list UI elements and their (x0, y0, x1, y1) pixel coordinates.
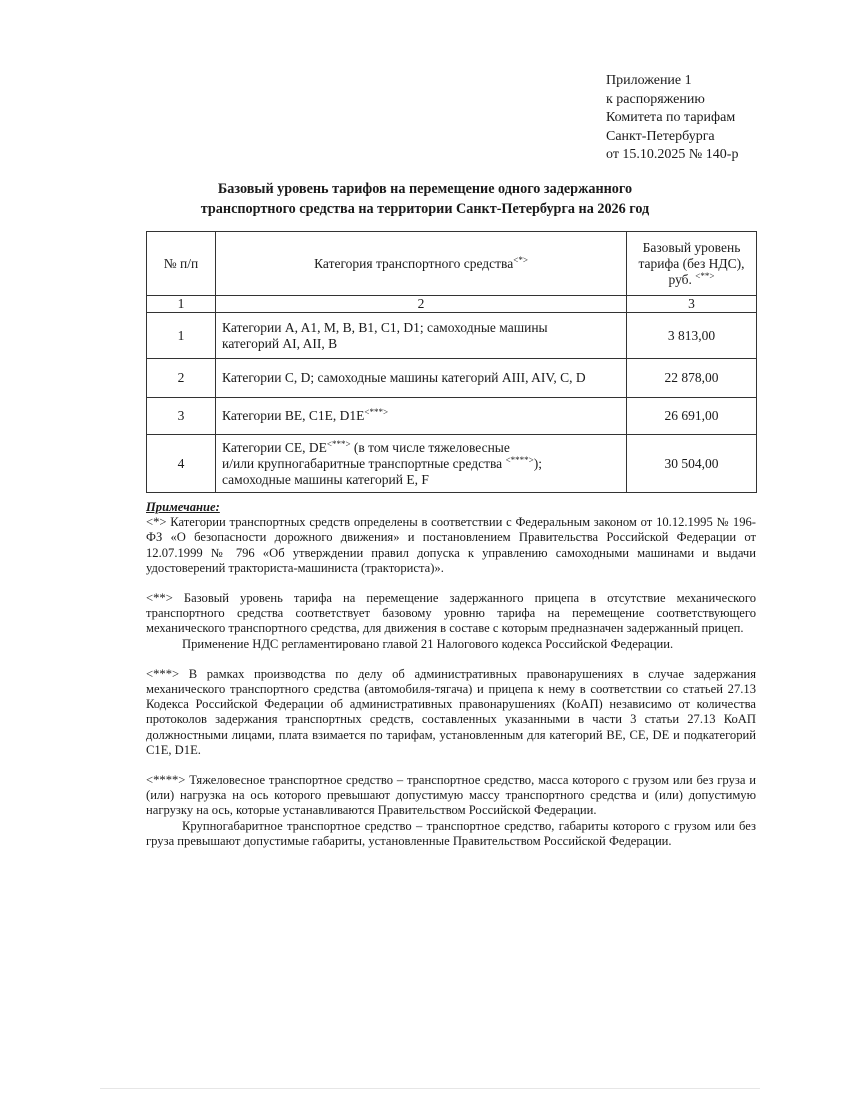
scan-edge-line (100, 1088, 760, 1089)
row-price: 26 691,00 (627, 398, 757, 435)
note-paragraph: <****> Тяжеловесное транспортное средство – транспортное средство, масса которого с грузом или без груза и (или) нагрузка на ось которого превышают допустимую массу транспортного средства и (или) допустимую нагрузку на ось, которые устанавливаются Правительством Российской Федерации. (146, 773, 756, 818)
row-category (216, 313, 627, 359)
tariff-table (146, 231, 757, 493)
document-title (140, 179, 710, 219)
row-num: 1 (147, 313, 216, 359)
row-category (216, 398, 627, 435)
row-category (216, 435, 627, 493)
header-category-text: Категория транспортного средства (314, 255, 514, 271)
header-price-footnote: <**> (695, 270, 715, 281)
index-cell: 3 (627, 296, 757, 313)
appendix-line: Комитета по тарифам (606, 110, 736, 125)
appendix-line: к распоряжению (606, 91, 705, 107)
notes-section (146, 500, 756, 849)
category-footnote: <***> (326, 438, 351, 449)
header-price (627, 232, 757, 296)
header-price-line: Базовый уровень (642, 239, 741, 255)
note-paragraph: Применение НДС регламентировано главой 21 Налогового кодекса Российской Федерации. (182, 636, 674, 651)
table-row (147, 398, 757, 435)
header-price-unit: руб. (668, 271, 692, 287)
index-cell: 2 (216, 296, 627, 313)
category-line (222, 456, 620, 472)
header-price-line: тарифа (без НДС), (638, 255, 745, 271)
row-price: 30 504,00 (627, 435, 757, 493)
header-price-line (633, 272, 750, 288)
header-num: № п/п (147, 232, 216, 296)
appendix-header (606, 72, 738, 165)
table-row (147, 313, 757, 359)
category-text: (в том числе тяжеловесные (350, 439, 510, 455)
appendix-line: Санкт-Петербурга (606, 128, 715, 144)
table-row (147, 359, 757, 398)
appendix-line: от 15.10.2025 № 140-р (606, 147, 739, 162)
row-price: 3 813,00 (627, 313, 757, 359)
note-paragraph: <*> Категории транспортных средств определены в соответствии с Федеральным законом от 10.12.1995 № 196-ФЗ «О безопасности дорожного движения» и постановлением Правительства Российской Федерации от 12.07.1999 № 796 «Об утверждении правил допуска к управлению самоходными машинами и выдачи удостоверений тракториста-машиниста (тракториста)». (146, 515, 756, 575)
table-header-row (147, 232, 757, 296)
note-paragraph: <**> Базовый уровень тарифа на перемещение задержанного прицепа в отсутствие механического транспортного средства соответствует базовому уровню тарифа на перемещение соответствующего механического транспортного средства, для движения в составе с которым предназначен задержанный прицеп. (146, 591, 756, 636)
header-category (216, 232, 627, 296)
title-line-1: Базовый уровень тарифов на перемещение одного задержанного (217, 181, 633, 197)
table-row (147, 435, 757, 493)
row-num: 2 (147, 359, 216, 398)
row-price: 22 878,00 (627, 359, 757, 398)
category-line: Категории A, A1, M, B, B1, C1, D1; самоходные машины (222, 319, 548, 335)
title-line-2: транспортного средства на территории Санкт-Петербурга на 2026 год (200, 201, 650, 217)
index-cell: 1 (147, 296, 216, 313)
category-footnote: <***> (364, 407, 389, 417)
notes-heading: Примечание: (146, 500, 220, 514)
note-paragraph: Крупногабаритное транспортное средство – транспортное средство, габариты которого с грузом или без груза превышают допустимые габариты, установленные Правительством Российской Федерации. (146, 818, 756, 848)
category-text: и/или крупногабаритные транспортные средства (222, 455, 506, 471)
note-paragraph: <***> В рамках производства по делу об административных правонарушениях в случае задержания механического транспортного средства (автомобиля-тягача) и прицепа к нему в соответствии со статьей 27.13 Кодекса Российской Федерации об административных правонарушениях (КоАП) независимо от количества протоколов задержания транспортных средств, составленных указанными в части 3 статьи 27.13 КоАП должностными лицами, плата взимается по тарифам, установленным для категорий BE, CE, DE и подкатегорий C1E, D1E. (146, 666, 756, 757)
category-footnote: <****> (505, 454, 534, 465)
row-num: 3 (147, 398, 216, 435)
row-category: Категории C, D; самоходные машины категорий AIII, AIV, C, D (216, 359, 627, 398)
row-num: 4 (147, 435, 216, 493)
category-line: категорий AI, AII, B (222, 335, 338, 351)
category-text: ); (533, 455, 542, 471)
table-index-row (147, 296, 757, 313)
category-line: самоходные машины категорий E, F (222, 471, 429, 487)
category-text: Категории BE, C1E, D1E (222, 408, 365, 423)
category-text: Категории CE, DE (222, 439, 327, 455)
category-line (222, 440, 620, 456)
appendix-line: Приложение 1 (606, 73, 692, 88)
header-category-footnote: <*> (513, 254, 528, 265)
